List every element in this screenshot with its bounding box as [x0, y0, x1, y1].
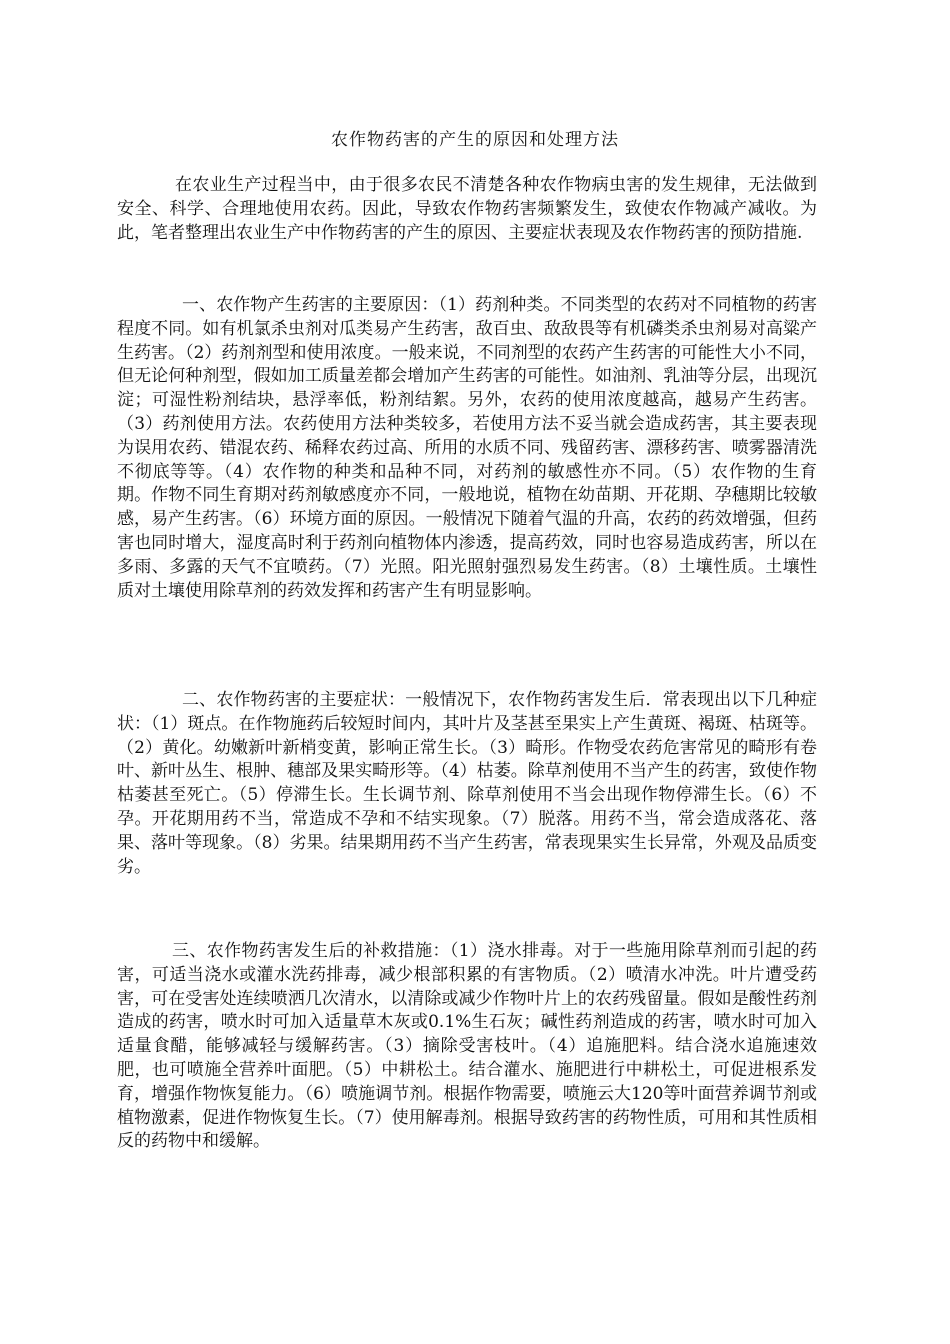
symptoms-paragraph: 二、农作物药害的主要症状：一般情况下，农作物药害发生后．常表现出以下几种症状：（1）斑点。在作物施药后较短时间内，其叶片及茎甚至果实上产生黄斑、褐斑、枯斑等。（2）黄化。幼嫩新叶新梢变黄，影响正常生长。（3）畸形。作物受农药危害常见的畸形有卷叶、新叶丛生、根肿、穗部及果实畸形等。（4）枯萎。除草剂使用不当产生的药害，致使作物枯萎甚至死亡。（5）停滞生长。生长调节剂、除草剂使用不当会出现作物停滞生长。（6）不孕。开花期用药不当，常造成不孕和不结实现象。（7）脱落。用药不当，常会造成落花、落果、落叶等现象。（8）劣果。结果期用药不当产生药害，常表现果实生长异常，外观及品质变劣。 [117, 690, 817, 877]
causes-paragraph: 一、农作物产生药害的主要原因：（1）药剂种类。不同类型的农药对不同植物的药害程度不同。如有机氯杀虫剂对瓜类易产生药害，敌百虫、敌敌畏等有机磷类杀虫剂易对高粱产生药害。（2）药剂剂型和使用浓度。一般来说，不同剂型的农药产生药害的可能性大小不同，但无论何种剂型，假如加工质量差都会增加产生药害的可能性。如油剂、乳油等分层，出现沉淀；可湿性粉剂结块，悬浮率低，粉剂结絮。另外，农药的使用浓度越高，越易产生药害。（3）药剂使用方法。农药使用方法种类较多，若使用方法不妥当就会造成药害，其主要表现为误用农药、错混农药、稀释农药过高、所用的水质不同、残留药害、漂移药害、喷雾器清洗不彻底等等。（4）农作物的种类和品种不同，对药剂的敏感性亦不同。（5）农作物的生育期。作物不同生育期对药剂敏感度亦不同，一般地说，植物在幼苗期、开花期、孕穗期比较敏感，易产生药害。（6）环境方面的原因。一般情况下随着气温的升高，农药的药效增强，但药害也同时增大，湿度高时利于药剂向植物体内渗透，提高药效，同时也容易造成药害，所以在多雨、多露的天气不宜喷药。（7）光照。阳光照射强烈易发生药害。（8）土壤性质。土壤性质对土壤使用除草剂的药效发挥和药害产生有明显影响。 [117, 295, 817, 601]
remedies-paragraph: 三、农作物药害发生后的补救措施：（1）浇水排毒。对于一些施用除草剂而引起的药害，可适当浇水或灌水洗药排毒，减少根部积累的有害物质。（2）喷清水冲洗。叶片遭受药害，可在受害处连续喷洒几次清水，以清除或减少作物叶片上的农药残留量。假如是酸性药剂造成的药害，喷水时可加入适量草木灰或0.1%生石灰；碱性药剂造成的药害，喷水时可加入适量食醋，能够减轻与缓解药害。（3）摘除受害枝叶。（4）追施肥料。结合浇水追施速效肥，也可喷施全营养叶面肥。（5）中耕松土。结合灌水、施肥进行中耕松土，可促进根系发育，增强作物恢复能力。（6）喷施调节剂。根据作物需要，喷施云大120等叶面营养调节剂或植物激素，促进作物恢复生长。（7）使用解毒剂。根据导致药害的药物性质，可用和其性质相反的药物中和缓解。 [117, 941, 817, 1152]
document-title: 农作物药害的产生的原因和处理方法 [331, 130, 619, 150]
intro-paragraph: 在农业生产过程当中，由于很多农民不清楚各种农作物病虫害的发生规律，无法做到安全、科学、合理地使用农药。因此，导致农作物药害频繁发生，致使农作物减产减收。为此，笔者整理出农业生产中作物药害的产生的原因、主要症状表现及农作物药害的预防措施. [117, 175, 817, 243]
